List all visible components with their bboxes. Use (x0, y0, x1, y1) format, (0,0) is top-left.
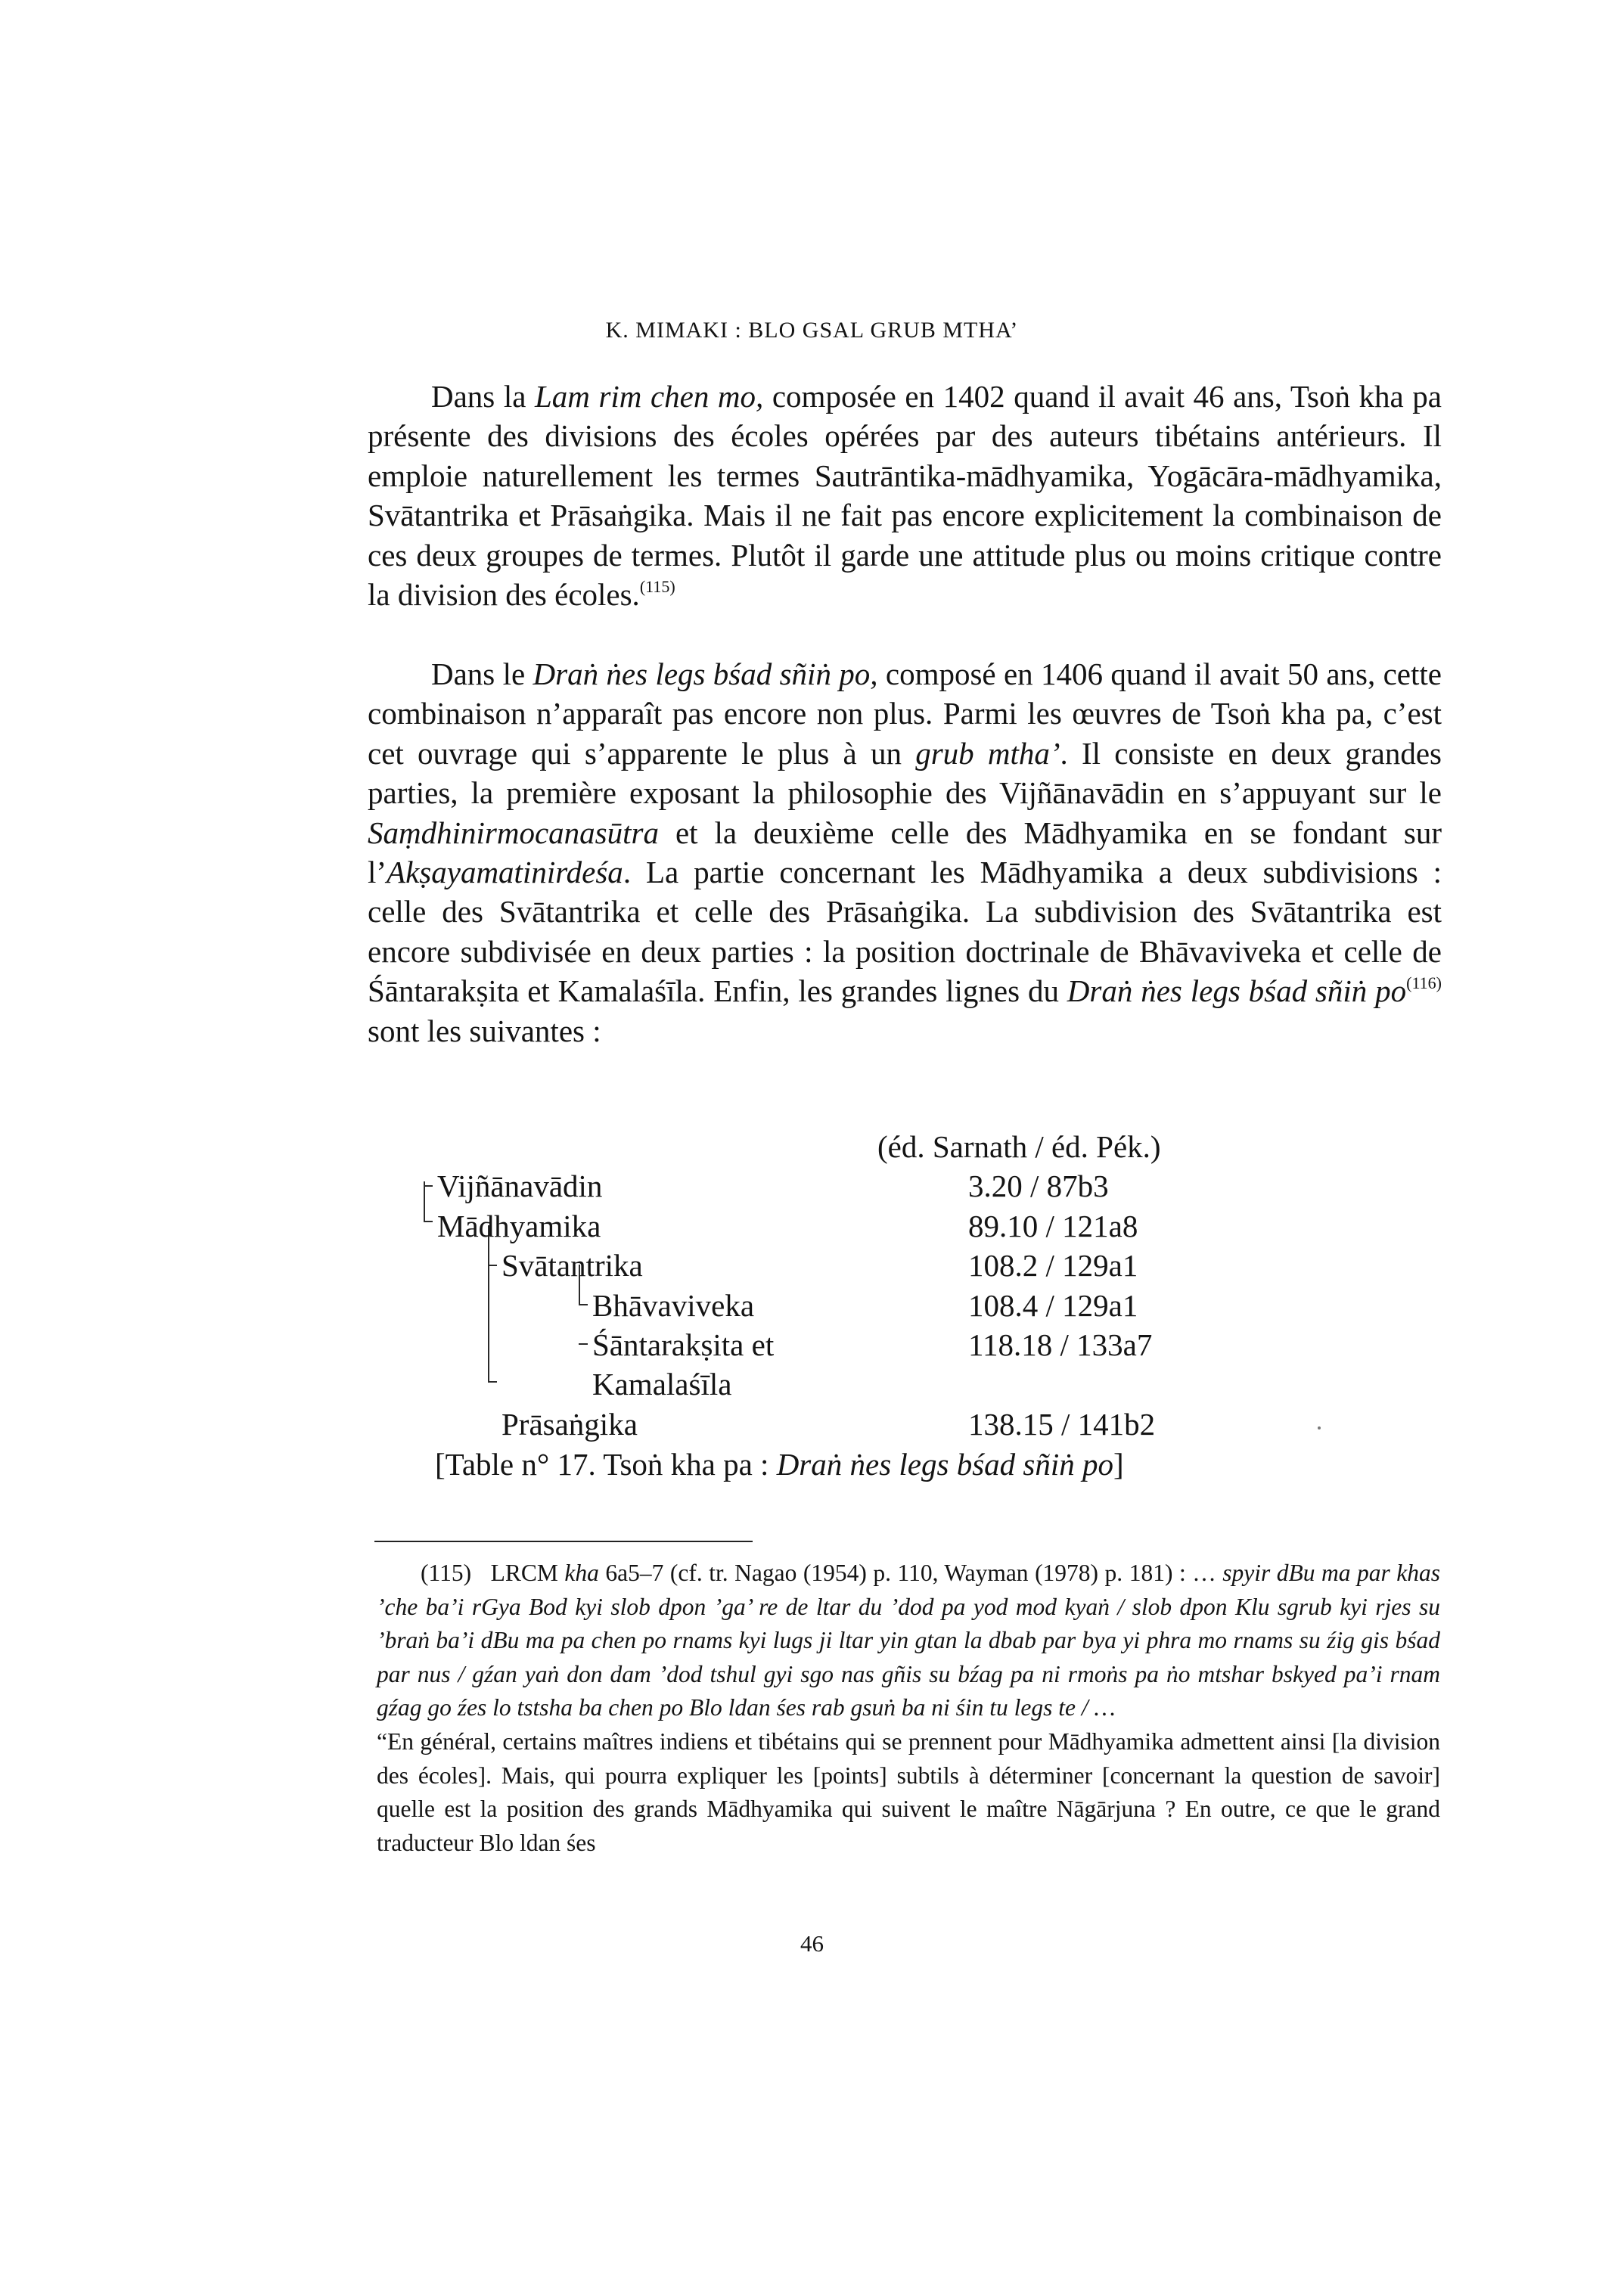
row-ref: 118.18 / 133a7 (968, 1327, 1153, 1362)
scan-speck (1318, 1426, 1321, 1429)
p2-i3: Saṃdhinirmocanasūtra (368, 815, 659, 850)
row-ref: 108.2 / 129a1 (968, 1248, 1138, 1284)
row-ref: 108.4 / 129a1 (968, 1287, 1138, 1323)
caption-prefix: [Table n° 17. Tsoṅ kha pa : (435, 1447, 777, 1482)
table-row (424, 1166, 1407, 1206)
table-row (424, 1286, 1407, 1325)
table-caption (435, 1446, 1124, 1482)
footnote-rule (374, 1541, 753, 1542)
caption-suffix: ] (1113, 1447, 1124, 1482)
p1-text: composée en 1402 quand il avait 46 ans, Tsoṅ kha pa présente des divisions des écoles opérées par des auteurs tibétains antérieurs. Il emploie naturellement les termes Sautrāntika-mādhyamika, Yogācāra-mādhyamika, Svātantrika et Prāsaṅgika. Mais il ne fait pas encore explicitement la combinaison de ces deux groupes de termes. Plutôt il garde une attitude plus ou moins critique contre la division des écoles. (368, 379, 1442, 613)
p2-i2: grub mtha’ (915, 735, 1060, 771)
row-label: Prāsaṅgika (501, 1406, 638, 1442)
row-label: Kamalaśīla (592, 1367, 732, 1402)
footnote-ref-116[interactable]: (116) (1406, 973, 1442, 993)
table-row (424, 1325, 1407, 1364)
table-row (424, 1206, 1407, 1246)
table-header-row (424, 1127, 1407, 1166)
paragraph-1 (368, 377, 1442, 614)
p2-i4: Akṣayamatinirdeśa (387, 855, 623, 890)
school-division-table (424, 1127, 1407, 1444)
table-row (424, 1364, 1407, 1404)
p1-pre: Dans la (431, 379, 535, 414)
row-label: Bhāvaviveka (592, 1287, 755, 1323)
footnote-tibetan: spyir dBu ma par khas ’che ba’i rGya Bod kyi slob dpon ’ga’ re de ltar du ’dod pa yod mod kyaṅ / slob dpon Klu sgrub kyi rjes su ’braṅ ba’i dBu ma pa chen po rnams kyi lugs ji ltar yin gtan la dbab par bya yi phra mo rnams su źig gis bśad par nus / gźan yaṅ don dam ’dod tshul gyi sgo nas gñis su bźag pa ni rmoṅs pa ṅo mtshar bskyed pa’i rnam gźag go źes lo tstsha ba chen po Blo ldan śes rab gsuṅ ba ni śin tu legs te / … (377, 1560, 1441, 1721)
p1-title: Lam rim chen mo, (534, 379, 764, 414)
p2-t3: . Il consiste en deux grandes parties, la première exposant la philosophie des Vijñānavādin en s’appuyant sur le (368, 735, 1442, 811)
p2-t6: sont les suivantes : (368, 1013, 601, 1048)
p2-i5: Draṅ ṅes legs bśad sñiṅ po (1067, 973, 1407, 1009)
row-ref: 89.10 / 121a8 (968, 1208, 1138, 1243)
footnote-115 (377, 1557, 1440, 1860)
p2-t5: . La partie concernant les Mādhyamika a deux subdivisions : celle des Svātantrika et celle des Prāsaṅgika. La subdivision des Svātantrika est encore subdivisée en deux parties : la position doctrinale de Bhāvaviveka et celle de Śāntarakṣita et Kamalaśīla. Enfin, les grandes lignes du (368, 855, 1442, 1009)
table-row (424, 1405, 1407, 1444)
footnote-ref: LRCM (490, 1560, 558, 1586)
p2-t4: et la deuxième celle des Mādhyamika en se fondant sur l’ (368, 815, 1442, 890)
footnote-french: “En général, certains maîtres indiens et tibétains qui se prennent pour Mādhyamika admettent ainsi [la division des écoles]. Mais, qui pourra expliquer les [points] subtils à déterminer [concernant la question de savoir] quelle est la position des grands Mādhyamika qui suivent le maître Nāgārjuna ? En outre, ce que le grand traducteur Blo ldan śes (377, 1727, 1440, 1856)
row-label: Svātantrika (501, 1248, 643, 1284)
p2-t2: composé en 1406 quand il avait 50 ans, cette combinaison n’apparaît pas encore non plus. Parmi les œuvres de Tsoṅ kha pa, c’est cet ouvrage qui s’apparente le plus à un (368, 657, 1442, 771)
row-ref: 3.20 / 87b3 (968, 1169, 1109, 1204)
ref-header: (éd. Sarnath / éd. Pék.) (877, 1129, 1161, 1164)
footnote-number: (115) (421, 1560, 472, 1586)
running-header: K. MIMAKI : BLO GSAL GRUB MTHA’ (605, 318, 1019, 343)
row-label: Mādhyamika (437, 1208, 601, 1243)
caption-title: Draṅ ṅes legs bśad sñiṅ po (776, 1447, 1114, 1482)
row-ref: 138.15 / 141b2 (968, 1406, 1156, 1442)
row-label: Vijñānavādin (437, 1169, 603, 1204)
footnote-ref-italic: kha (564, 1560, 599, 1586)
footnote-ref-rest: 6a5–7 (cf. tr. Nagao (1954) p. 110, Wayman (1978) p. 181) : … (605, 1560, 1216, 1586)
page-number: 46 (800, 1930, 824, 1957)
table-row (424, 1246, 1407, 1285)
p2-t1: Dans le (431, 657, 533, 691)
row-label: Śāntarakṣita et (592, 1327, 775, 1362)
paragraph-2 (368, 654, 1442, 1051)
footnote-ref-115[interactable]: (115) (639, 577, 675, 597)
p2-i1: Draṅ ṅes legs bśad sñiṅ po, (533, 657, 878, 691)
